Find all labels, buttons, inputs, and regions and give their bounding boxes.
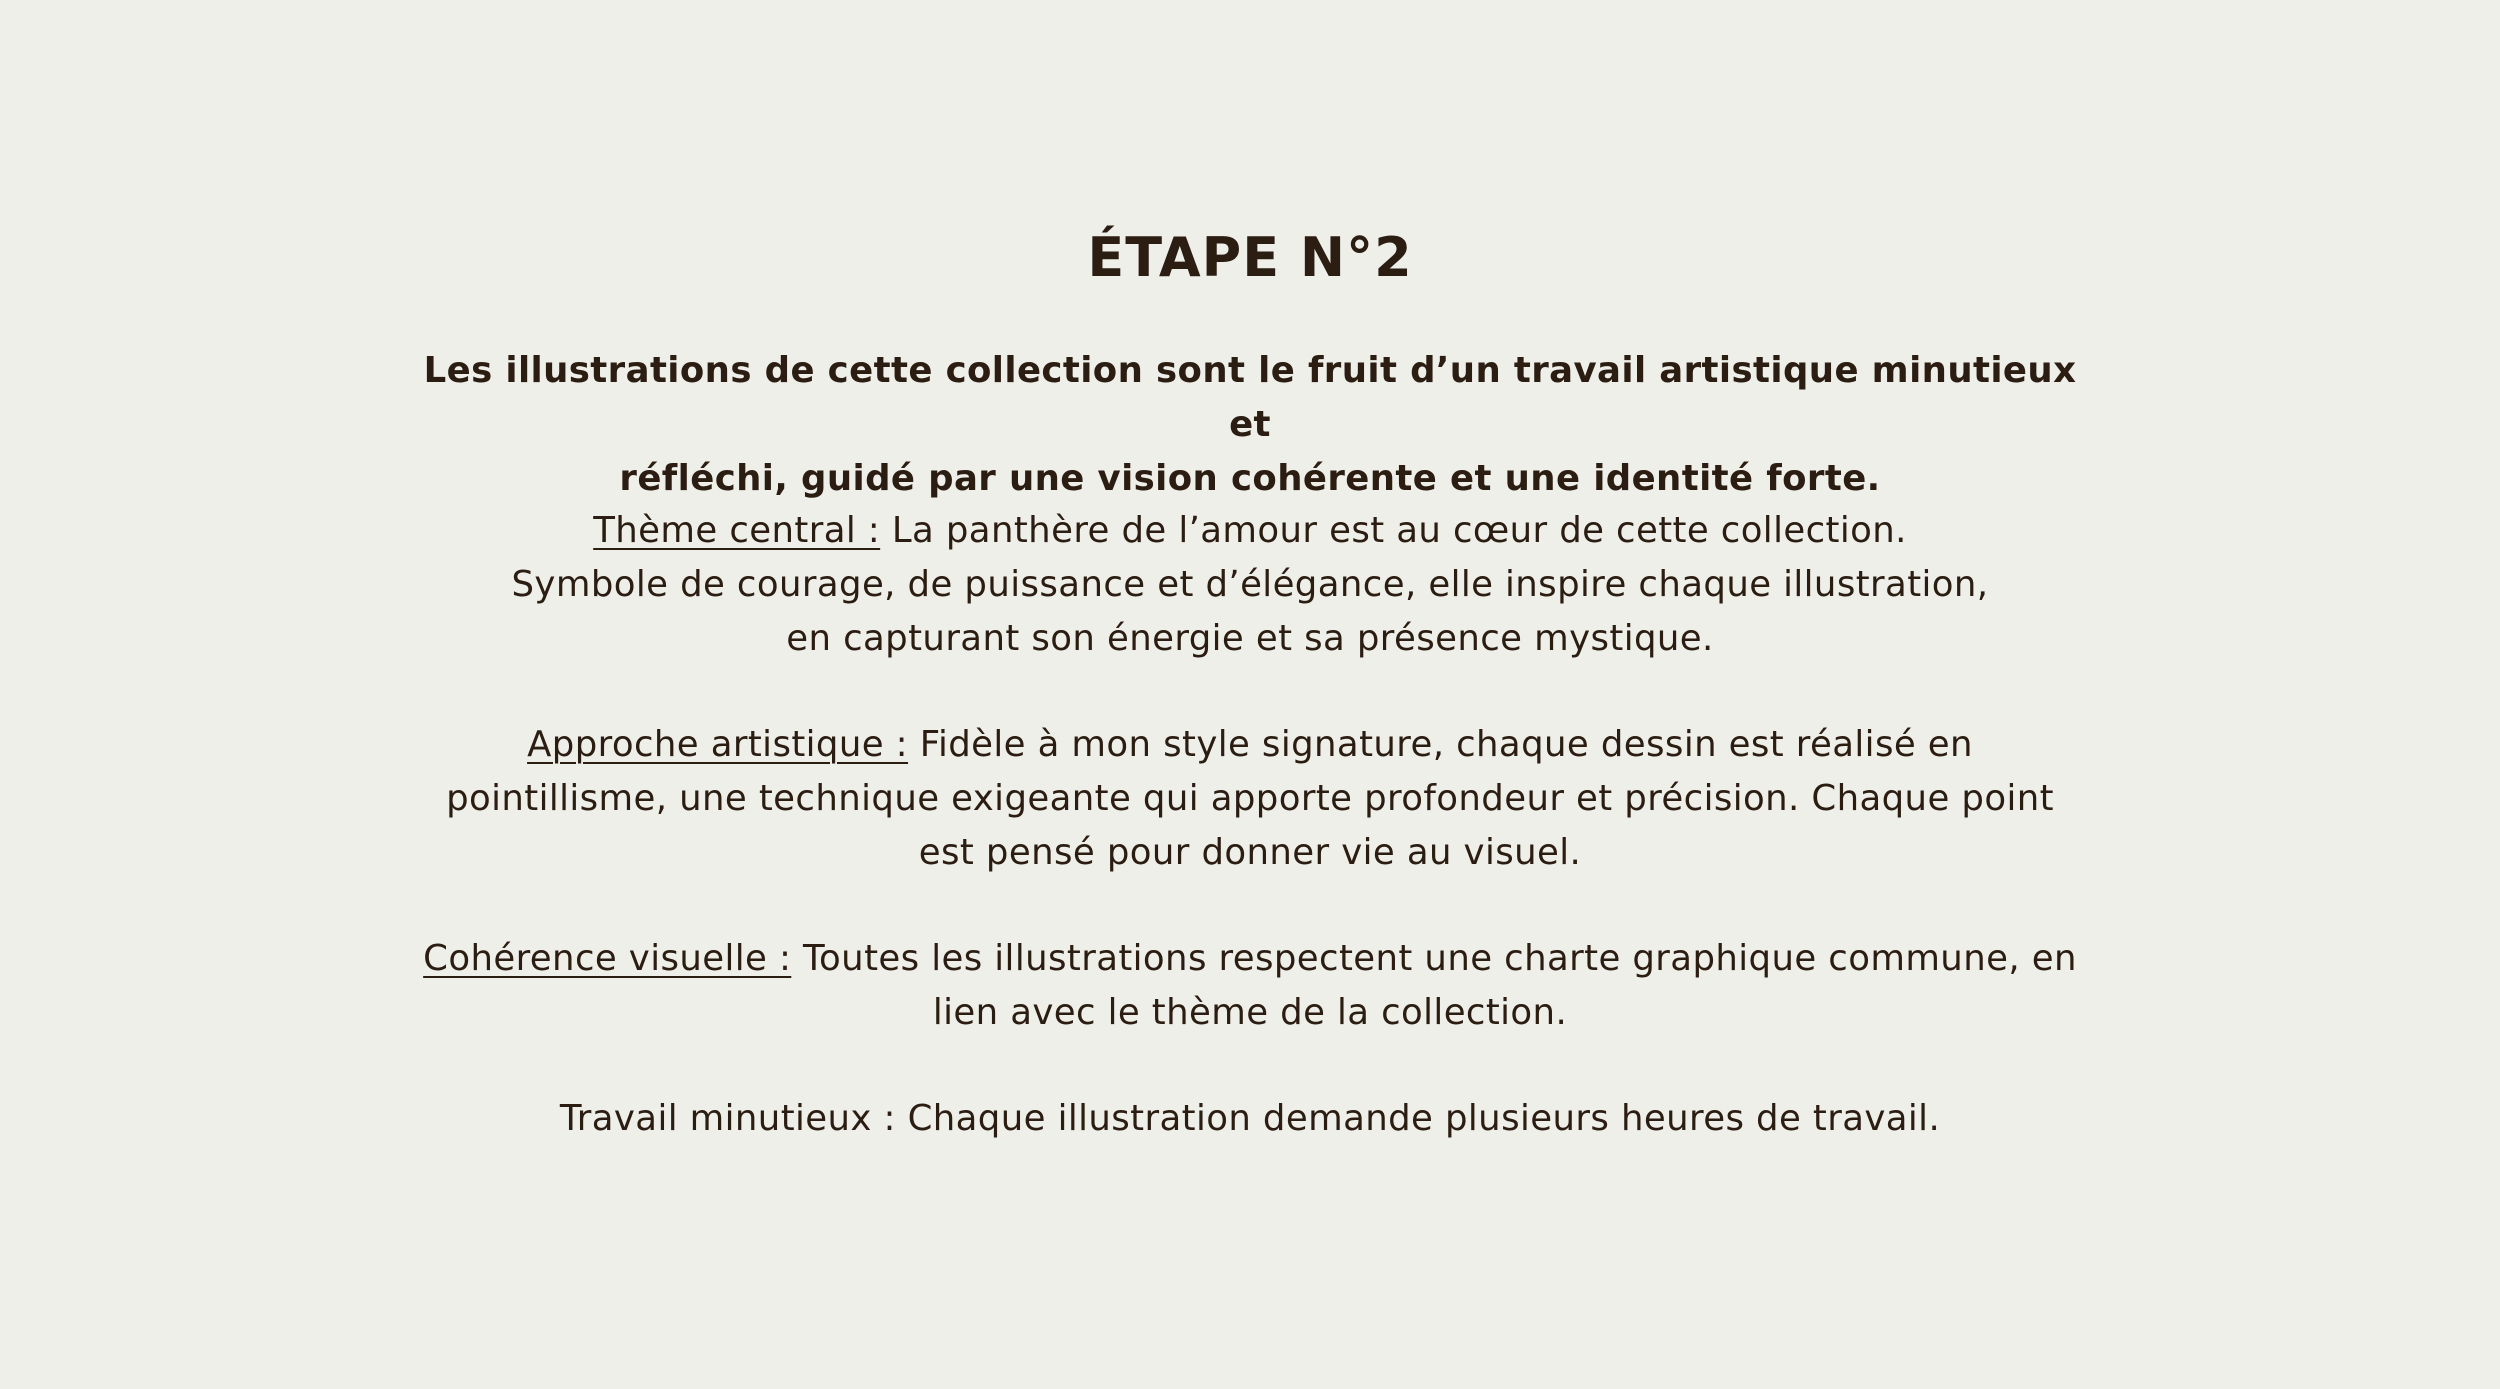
intro-paragraph bbox=[400, 344, 2100, 506]
coherence-text: Toutes les illustrations respectent une charte graphique commune, en bbox=[791, 938, 2077, 979]
theme-line: Symbole de courage, de puissance et d’élégance, elle inspire chaque illustration, bbox=[511, 564, 1989, 605]
approche-line bbox=[400, 718, 2100, 772]
page-title: ÉTAPE N°2 bbox=[1087, 226, 1413, 289]
intro-line: Les illustrations de cette collection sont le fruit d’un travail artistique minutieux et bbox=[423, 350, 2077, 445]
theme-paragraph bbox=[400, 504, 2100, 666]
approche-line: est pensé pour donner vie au visuel. bbox=[918, 832, 1582, 873]
travail-line: Travail minutieux : Chaque illustration demande plusieurs heures de travail. bbox=[559, 1098, 1941, 1139]
intro-line: réfléchi, guidé par une vision cohérente et une identité forte. bbox=[619, 458, 1881, 499]
approche-label: Approche artistique : bbox=[527, 724, 909, 765]
coherence-line: lien avec le thème de la collection. bbox=[932, 992, 1568, 1033]
approche-text: Fidèle à mon style signature, chaque dessin est réalisé en bbox=[908, 724, 1973, 765]
approche-line: pointillisme, une technique exigeante qui apporte profondeur et précision. Chaque point bbox=[446, 778, 2054, 819]
coherence-paragraph bbox=[400, 932, 2100, 1040]
coherence-label: Cohérence visuelle : bbox=[423, 938, 792, 979]
coherence-line bbox=[400, 932, 2100, 986]
theme-line: en capturant son énergie et sa présence mystique. bbox=[786, 618, 1714, 659]
travail-paragraph bbox=[400, 1092, 2100, 1146]
theme-text: La panthère de l’amour est au cœur de cette collection. bbox=[880, 510, 1907, 551]
theme-line bbox=[400, 504, 2100, 558]
approche-paragraph bbox=[400, 718, 2100, 880]
theme-label: Thème central : bbox=[593, 510, 881, 551]
